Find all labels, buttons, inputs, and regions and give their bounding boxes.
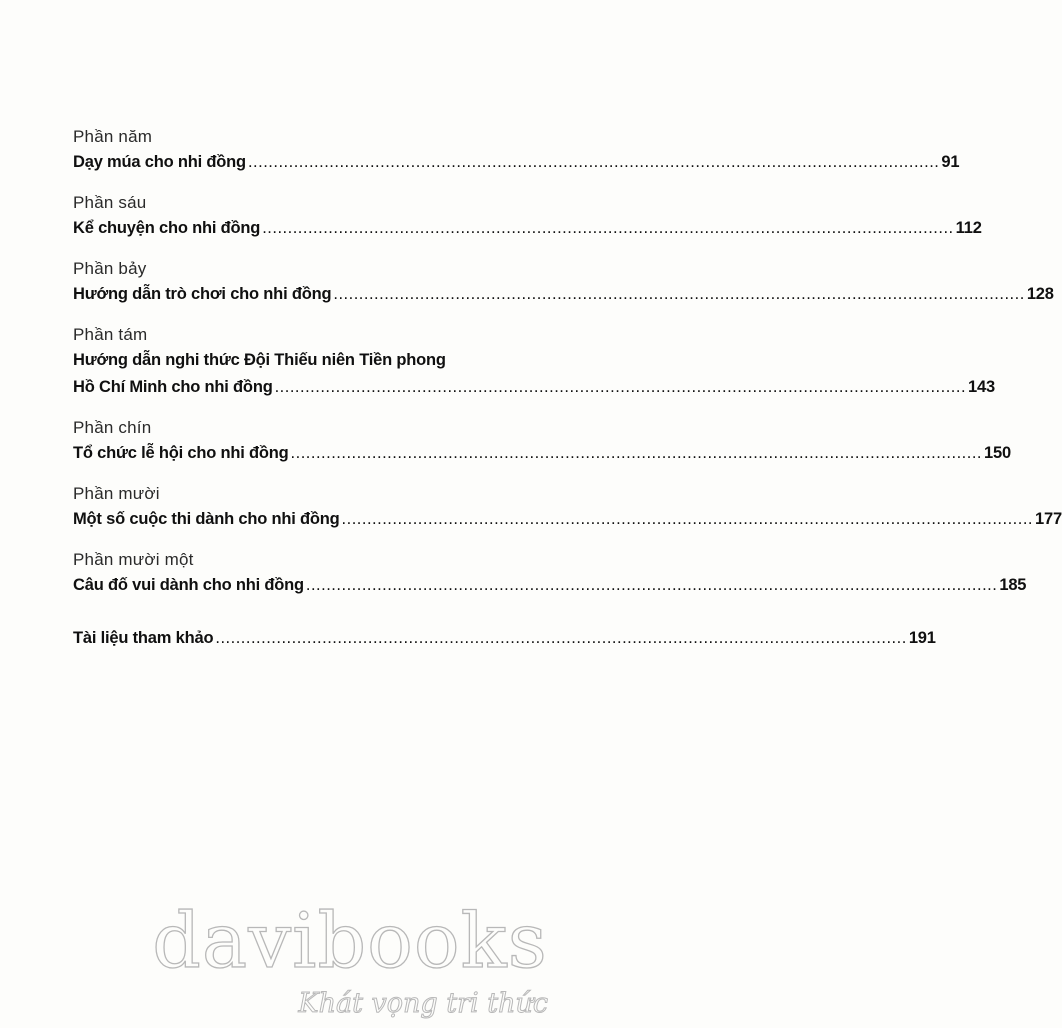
watermark-logo: davibooks [152,896,548,985]
dot-leader: ........................................................................................................................................ [333,285,1025,303]
toc-part-6 [73,190,982,242]
entry-title-line-1[interactable]: Hướng dẫn nghi thức Đội Thiếu niên Tiền phong [73,351,446,369]
part-label: Phần mười một [73,550,194,569]
toc-part-8 [73,322,995,401]
part-label: Phần chín [73,418,152,437]
toc-entry[interactable] [73,440,1011,467]
entry-title: Hồ Chí Minh cho nhi đồng [73,378,273,396]
entry-page-number: 91 [941,153,960,171]
dot-leader: ........................................................................................................................................ [274,378,967,396]
part-label: Phần mười [73,484,160,503]
entry-page-number: 112 [955,219,982,237]
entry-page-number: 185 [999,576,1027,594]
entry-title: Dạy múa cho nhi đồng [73,153,246,171]
toc-part-5 [73,124,960,176]
entry-page-number: 177 [1035,510,1062,528]
dot-leader: ........................................................................................................................................ [215,629,907,647]
entry-title: Một số cuộc thi dành cho nhi đồng [73,510,340,528]
toc-part-7 [73,256,1054,308]
part-label: Phần năm [73,127,153,146]
dot-leader: ........................................................................................................................................ [262,219,954,237]
dot-leader: ........................................................................................................................................ [341,510,1034,528]
toc-part-11 [73,547,1027,599]
entry-page-number: 150 [984,444,1011,462]
toc-entry[interactable] [73,506,1062,533]
toc-entry[interactable] [73,149,960,176]
toc-entry[interactable] [73,215,982,242]
table-of-contents [73,124,1062,652]
entry-title: Tài liệu tham khảo [73,629,214,647]
entry-page-number: 128 [1026,285,1054,303]
toc-entry[interactable] [73,374,995,401]
dot-leader: ........................................................................................................................................ [247,153,940,171]
dot-leader: ........................................................................................................................................ [290,444,983,462]
toc-part-9 [73,415,1011,467]
entry-page-number: 191 [908,629,936,647]
entry-page-number: 143 [968,378,995,396]
watermark-slogan: Khát vọng tri thức [298,988,548,1019]
part-label: Phần sáu [73,193,147,212]
toc-part-10 [73,481,1062,533]
entry-title: Kể chuyện cho nhi đồng [73,219,261,237]
part-label: Phần tám [73,325,148,344]
publisher-watermark [150,895,550,1021]
dot-leader: ........................................................................................................................................ [305,576,998,594]
part-label: Phần bảy [73,259,147,278]
entry-title: Câu đố vui dành cho nhi đồng [73,576,304,594]
toc-entry[interactable] [73,572,1027,599]
toc-entry-references[interactable] [73,625,936,652]
entry-title: Hướng dẫn trò chơi cho nhi đồng [73,285,332,303]
toc-entry[interactable] [73,281,1054,308]
entry-title: Tổ chức lễ hội cho nhi đồng [73,444,289,462]
